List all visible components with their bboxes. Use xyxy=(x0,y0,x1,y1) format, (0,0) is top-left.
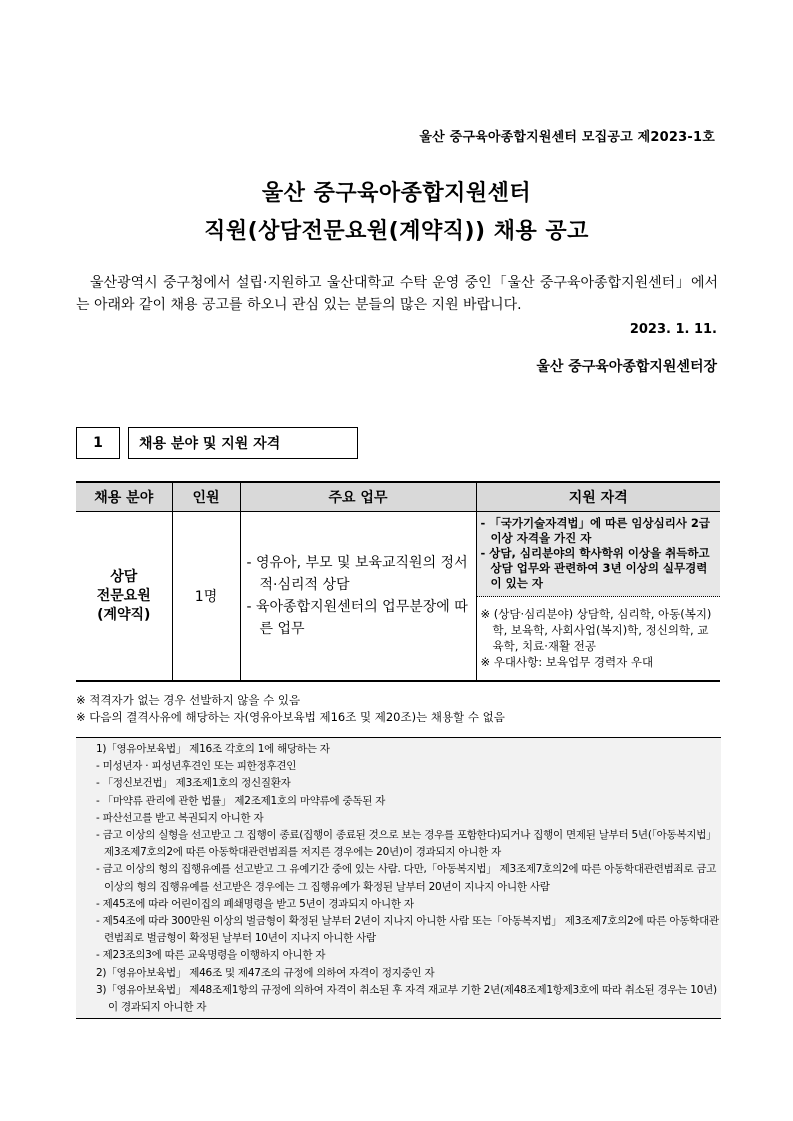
reason-item: - 「정신보건법」 제3조제1호의 정신질환자 xyxy=(96,777,291,790)
job-table xyxy=(76,481,720,682)
title-line1: 울산 중구육아종합지원센터 xyxy=(261,181,532,206)
qualification-box xyxy=(477,512,721,597)
reason-item: - 미성년자 · 피성년후견인 또는 피한정후견인 xyxy=(96,760,297,773)
note-item: ※ 다음의 결격사유에 해당하는 자(영유아보육법 제16조 및 제20조)는 채용할 수 없음 xyxy=(76,710,505,724)
note-item: ※ 적격자가 없는 경우 선발하지 않을 수 있음 xyxy=(76,693,301,707)
qualification-notes xyxy=(477,597,721,680)
reason-2: 2)「영유아보육법」 제46조 및 제47조의 규정에 의하여 자격이 정지중인 자 xyxy=(96,966,435,979)
duty-item: - 영유아, 부모 및 보육교직원의 정서적·심리적 상담 xyxy=(246,555,468,593)
header-duties: 주요 업무 xyxy=(240,482,476,512)
reason-item: - 금고 이상의 실형을 선고받고 그 집행이 종료(집행이 종료된 것으로 보는 경우를 포함한다)되거나 집행이 면제된 날부터 5년(「아동복지법」 제3조제7호의2에 따른 아동학대관련범죄를 저지른 경우에는 20년)이 경과되지 아니한 자 xyxy=(96,829,717,859)
reason-item: - 「마약류 관리에 관한 법률」 제2조제1호의 마약류에 중독된 자 xyxy=(96,794,386,807)
qualification-note: ※ 우대사항: 보육업무 경력자 우대 xyxy=(480,655,654,669)
reason-item: - 제54조에 따라 300만원 이상의 벌금형이 확정된 날부터 2년이 지나지 아니한 사람 또는「아동복지법」 제3조제7호의2에 따른 아동학대관련범죄로 벌금형이 확정된 날부터 10년이 지나지 아니한 사람 xyxy=(96,915,719,945)
job-field xyxy=(76,512,172,682)
duties xyxy=(240,512,476,682)
intro-paragraph: 울산광역시 중구청에서 설립·지원하고 울산대학교 수탁 운영 중인「울산 중구육아종합지원센터」에서는 아래와 같이 채용 공고를 하오니 관심 있는 분들의 많은 지원 바랍니다. xyxy=(76,275,718,313)
announcement-date: 2023. 1. 11. xyxy=(629,322,717,337)
header-qualifications: 지원 자격 xyxy=(476,482,720,512)
section-number: 1 xyxy=(76,427,120,459)
job-field-line2: 전문요원 xyxy=(96,587,151,604)
title-line2: 직원(상담전문요원(계약직)) 채용 공고 xyxy=(204,219,589,244)
qualification-note: ※ (상담·심리분야) 상담학, 심리학, 아동(복지)학, 보육학, 사회사업(복지)학, 정신의학, 교육학, 치료·재활 전공 xyxy=(480,607,712,653)
notes xyxy=(76,692,505,726)
section-title: 채용 분야 및 지원 자격 xyxy=(128,427,358,459)
headcount: 1명 xyxy=(172,512,240,682)
reason-item: - 파산선고를 받고 복권되지 아니한 자 xyxy=(96,811,264,824)
sender: 울산 중구육아종합지원센터장 xyxy=(536,359,717,375)
header-field: 채용 분야 xyxy=(76,482,172,512)
duty-item: - 육아종합지원센터의 업무분장에 따른 업무 xyxy=(246,599,468,637)
reason-3: 3)「영유아보육법」 제48조제1항의 규정에 의하여 자격이 취소된 후 자격 재교부 기한 2년(제48조제1항제3호에 따라 취소된 경우는 10년)이 경과되지 아니한 자 xyxy=(96,983,717,1014)
reason-1: 1)「영유아보육법」 제16조 각호의 1에 해당하는 자 xyxy=(96,743,330,755)
qualification-item: - 상담, 심리분야의 학사학위 이상을 취득하고 상담 업무와 관련하여 3년 이상의 실무경력이 있는 자 xyxy=(480,546,710,590)
header-count: 인원 xyxy=(172,482,240,512)
table-row xyxy=(76,512,720,682)
job-field-line3: (계약직) xyxy=(97,606,151,623)
qualification-item: - 「국가기술자격법」에 따른 임상심리사 2급이상 자격을 가진 자 xyxy=(480,516,711,545)
reason-item: - 제23조의3에 따른 교육명령을 이행하지 아니한 자 xyxy=(96,949,326,962)
notice-number: 울산 중구육아종합지원센터 모집공고 제2023-1호 xyxy=(419,130,715,145)
qualifications xyxy=(476,512,720,682)
reason-item: - 제45조에 따라 어린이집의 폐쇄명령을 받고 5년이 경과되지 아니한 자 xyxy=(96,897,414,910)
job-field-line1: 상담 xyxy=(110,568,138,585)
table-header-row xyxy=(76,482,720,512)
reason-item: - 금고 이상의 형의 집행유예를 선고받고 그 유예기간 중에 있는 사람. 다만,「아동복지법」 제3조제7호의2에 따른 아동학대관련범죄로 금고 이상의 형의 집행유예를 선고받은 경우에는 그 집행유예가 확정된 날부터 20년이 지나지 아니한 사람 xyxy=(96,863,717,893)
disqualification-box xyxy=(76,737,721,1019)
